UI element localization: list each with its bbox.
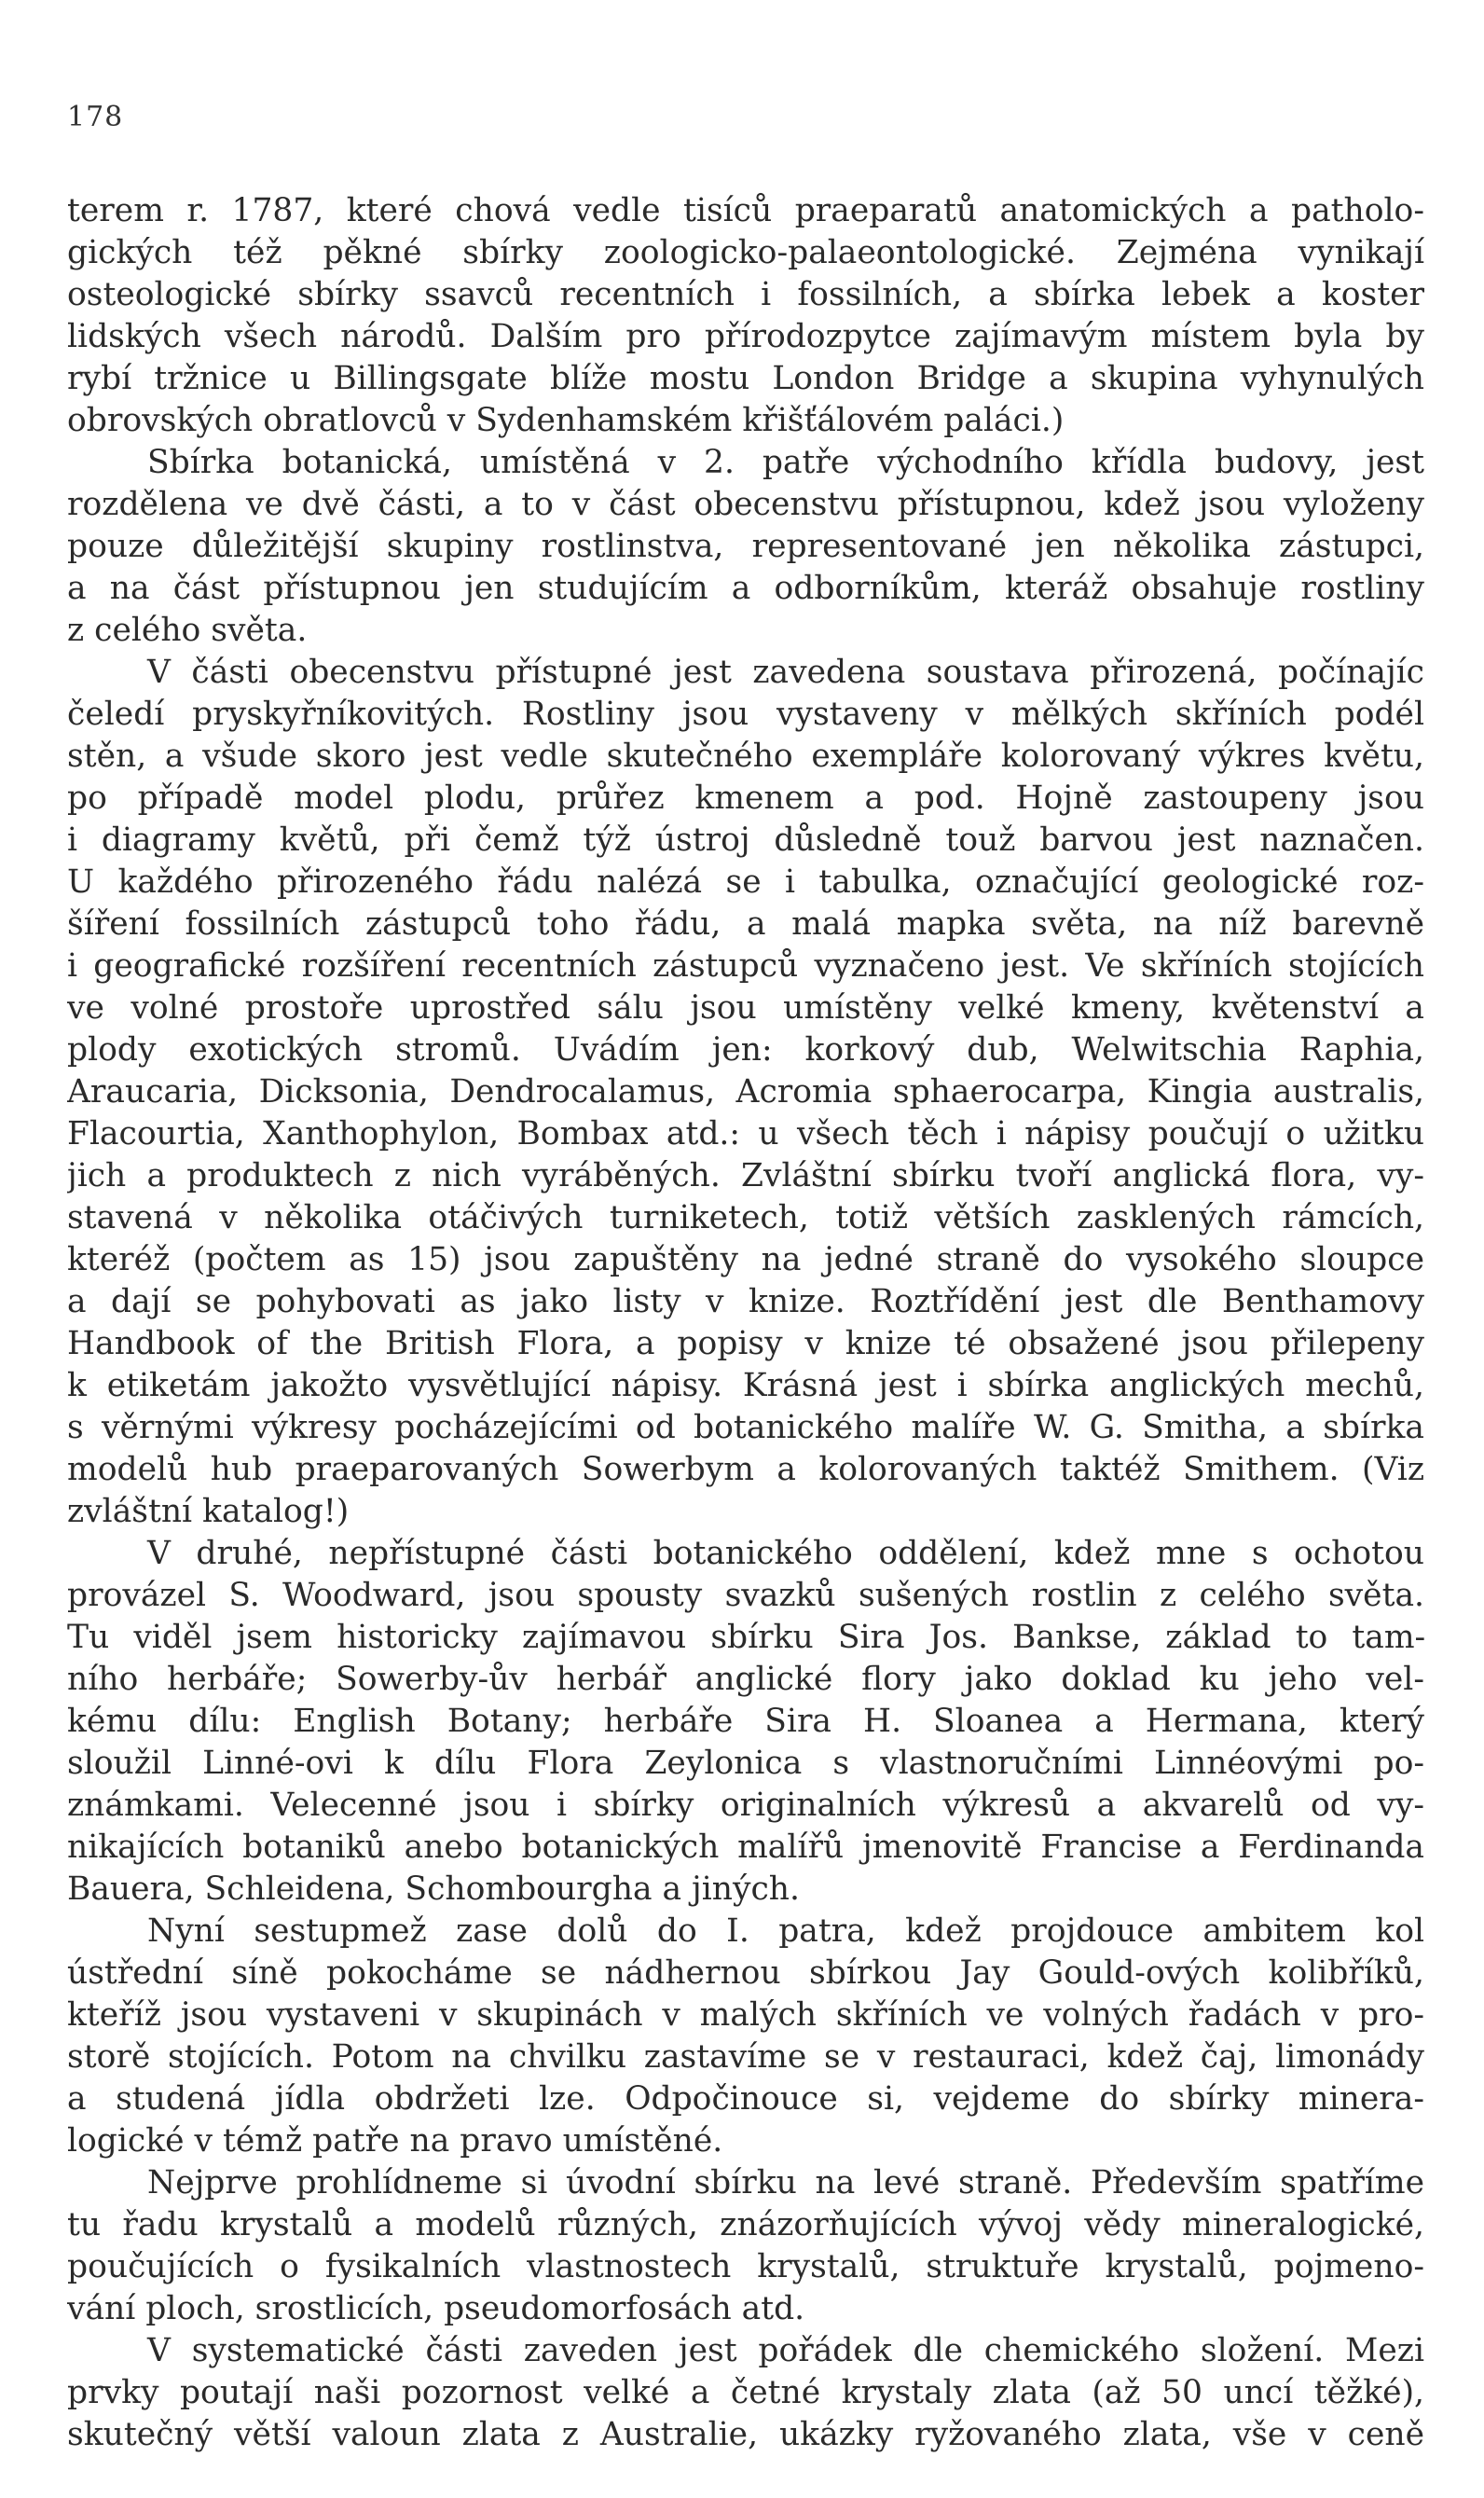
text-line: terem r. 1787, které chová vedle tisíců praeparatů anatomických a patholo-	[67, 192, 1424, 229]
text-line: a na část přístupnou jen studujícím a odborníkům, kteráž obsahuje rostliny	[67, 570, 1424, 607]
text-line: plody exotických stromů. Uvádím jen: korkový dub, Welwitschia Raphia,	[67, 1031, 1424, 1069]
text-line: kému dílu: English Botany; herbáře Sira H. Sloanea a Hermana, který	[67, 1703, 1424, 1740]
text-line: zvláštní katalog!)	[67, 1493, 350, 1530]
text-line: s věrnými výkresy pocházejícími od botanického malíře W. G. Smitha, a sbírka	[67, 1409, 1424, 1446]
text-line: Araucaria, Dicksonia, Dendrocalamus, Acromia sphaerocarpa, Kingia australis,	[67, 1073, 1424, 1111]
text-line: gických též pěkné sbírky zoologicko-palaeontologické. Zejména vynikají	[67, 234, 1424, 271]
text-line: prvky poutají naši pozornost velké a četné krystaly zlata (až 50 uncí těžké),	[67, 2374, 1424, 2411]
text-line: kteréž (počtem as 15) jsou zapuštěny na jedné straně do vysokého sloupce	[67, 1241, 1424, 1278]
text-line: i geografické rozšíření recentních zástupců vyznačeno jest. Ve skříních stojících	[67, 947, 1424, 985]
text-line: tu řadu krystalů a modelů různých, znázorňujících vývoj vědy mineralogické,	[67, 2206, 1424, 2243]
text-line: osteologické sbírky ssavců recentních i fossilních, a sbírka lebek a koster	[67, 276, 1424, 313]
text-line: Sbírka botanická, umístěná v 2. patře východního křídla budovy, jest	[147, 444, 1424, 481]
text-line: vání ploch, srostlicích, pseudomorfosách atd.	[67, 2290, 805, 2327]
text-line: ního herbáře; Sowerby-ův herbář anglické flory jako doklad ku jeho vel-	[67, 1661, 1424, 1698]
text-line: z celého světa.	[67, 612, 308, 649]
text-line: provázel S. Woodward, jsou spousty svazků sušených rostlin z celého světa.	[67, 1577, 1424, 1614]
text-line: V druhé, nepřístupné části botanického oddělení, kdež mne s ochotou	[147, 1535, 1424, 1572]
text-line: Handbook of the British Flora, a popisy v knize té obsažené jsou přilepeny	[67, 1325, 1424, 1362]
text-line: čeledí pryskyřníkovitých. Rostliny jsou vystaveny v mělkých skříních podél	[67, 696, 1424, 733]
text-line: modelů hub praeparovaných Sowerbym a kolorovaných taktéž Smithem. (Viz	[67, 1451, 1424, 1488]
text-line: lidských všech národů. Dalším pro přírodozpytce zajímavým místem byla by	[67, 318, 1424, 355]
text-line: Nyní sestupmež zase dolů do I. patra, kdež projdouce ambitem kol	[147, 1912, 1424, 1950]
text-line: kteříž jsou vystaveni v skupinách v malých skříních ve volných řadách v pro-	[67, 1996, 1424, 2034]
text-line: rybí tržnice u Billingsgate blíže mostu London Bridge a skupina vyhynulých	[67, 360, 1424, 397]
text-line: skutečný větší valoun zlata z Australie, ukázky ryžovaného zlata, vše v ceně	[67, 2416, 1424, 2453]
text-line: stavená v několika otáčivých turniketech, totiž větších zasklených rámcích,	[67, 1199, 1424, 1236]
text-line: Flacourtia, Xanthophylon, Bombax atd.: u všech těch i nápisy poučují o užitku	[67, 1115, 1424, 1152]
text-line: obrovských obratlovců v Sydenhamském křišťálovém paláci.)	[67, 402, 1065, 439]
text-line: nikajících botaniků anebo botanických malířů jmenovitě Francise a Ferdinanda	[67, 1829, 1424, 1866]
text-line: poučujících o fysikalních vlastnostech krystalů, struktuře krystalů, pojmeno-	[67, 2248, 1424, 2285]
text-line: Bauera, Schleidena, Schombourgha a jiných.	[67, 1870, 800, 1908]
text-line: V části obecenstvu přístupné jest zavedena soustava přirozená, počínajíc	[147, 654, 1424, 691]
text-line: Nejprve prohlídneme si úvodní sbírku na levé straně. Především spatříme	[147, 2164, 1424, 2201]
text-line: pouze důležitější skupiny rostlinstva, representované jen několika zástupci,	[67, 528, 1424, 565]
text-line: rozdělena ve dvě části, a to v část obecenstvu přístupnou, kdež jsou vyloženy	[67, 486, 1424, 523]
text-line: V systematické části zaveden jest pořádek dle chemického složení. Mezi	[147, 2332, 1424, 2369]
text-line: logické v témž patře na pravo umístěné.	[67, 2122, 723, 2160]
text-line: storě stojících. Potom na chvilku zastavíme se v restauraci, kdež čaj, limonády	[67, 2038, 1424, 2076]
text-line: ústřední síně pokocháme se nádhernou sbírkou Jay Gould-ových kolibříků,	[67, 1954, 1424, 1992]
text-line: ve volné prostoře uprostřed sálu jsou umístěny velké kmeny, květenství a	[67, 989, 1424, 1027]
text-line: i diagramy květů, při čemž týž ústroj důsledně touž barvou jest naznačen.	[67, 821, 1424, 859]
text-line: stěn, a všude skoro jest vedle skutečného exempláře kolorovaný výkres květu,	[67, 738, 1424, 775]
text-line: známkami. Velecenné jsou i sbírky originalních výkresů a akvarelů od vy-	[67, 1787, 1424, 1824]
text-line: U každého přirozeného řádu nalézá se i tabulka, označující geologické roz-	[67, 863, 1424, 901]
text-line: k etiketám jakožto vysvětlující nápisy. Krásná jest i sbírka anglických mechů,	[67, 1367, 1424, 1404]
text-line: a studená jídla obdržeti lze. Odpočinouce si, vejdeme do sbírky minera-	[67, 2080, 1424, 2118]
text-line: jich a produktech z nich vyráběných. Zvláštní sbírku tvoří anglická flora, vy-	[67, 1157, 1424, 1194]
page-number: 178	[67, 101, 124, 133]
text-line: Tu viděl jsem historicky zajímavou sbírku Sira Jos. Bankse, základ to tam-	[67, 1619, 1424, 1656]
text-line: a dají se pohybovati as jako listy v knize. Roztřídění jest dle Benthamovy	[67, 1283, 1424, 1320]
text-line: po případě model plodu, průřez kmenem a pod. Hojně zastoupeny jsou	[67, 780, 1424, 817]
text-line: šíření fossilních zástupců toho řádu, a malá mapka světa, na níž barevně	[67, 905, 1424, 943]
body-text	[67, 190, 1424, 2456]
text-line: sloužil Linné-ovi k dílu Flora Zeylonica s vlastnoručními Linnéovými po-	[67, 1745, 1424, 1782]
